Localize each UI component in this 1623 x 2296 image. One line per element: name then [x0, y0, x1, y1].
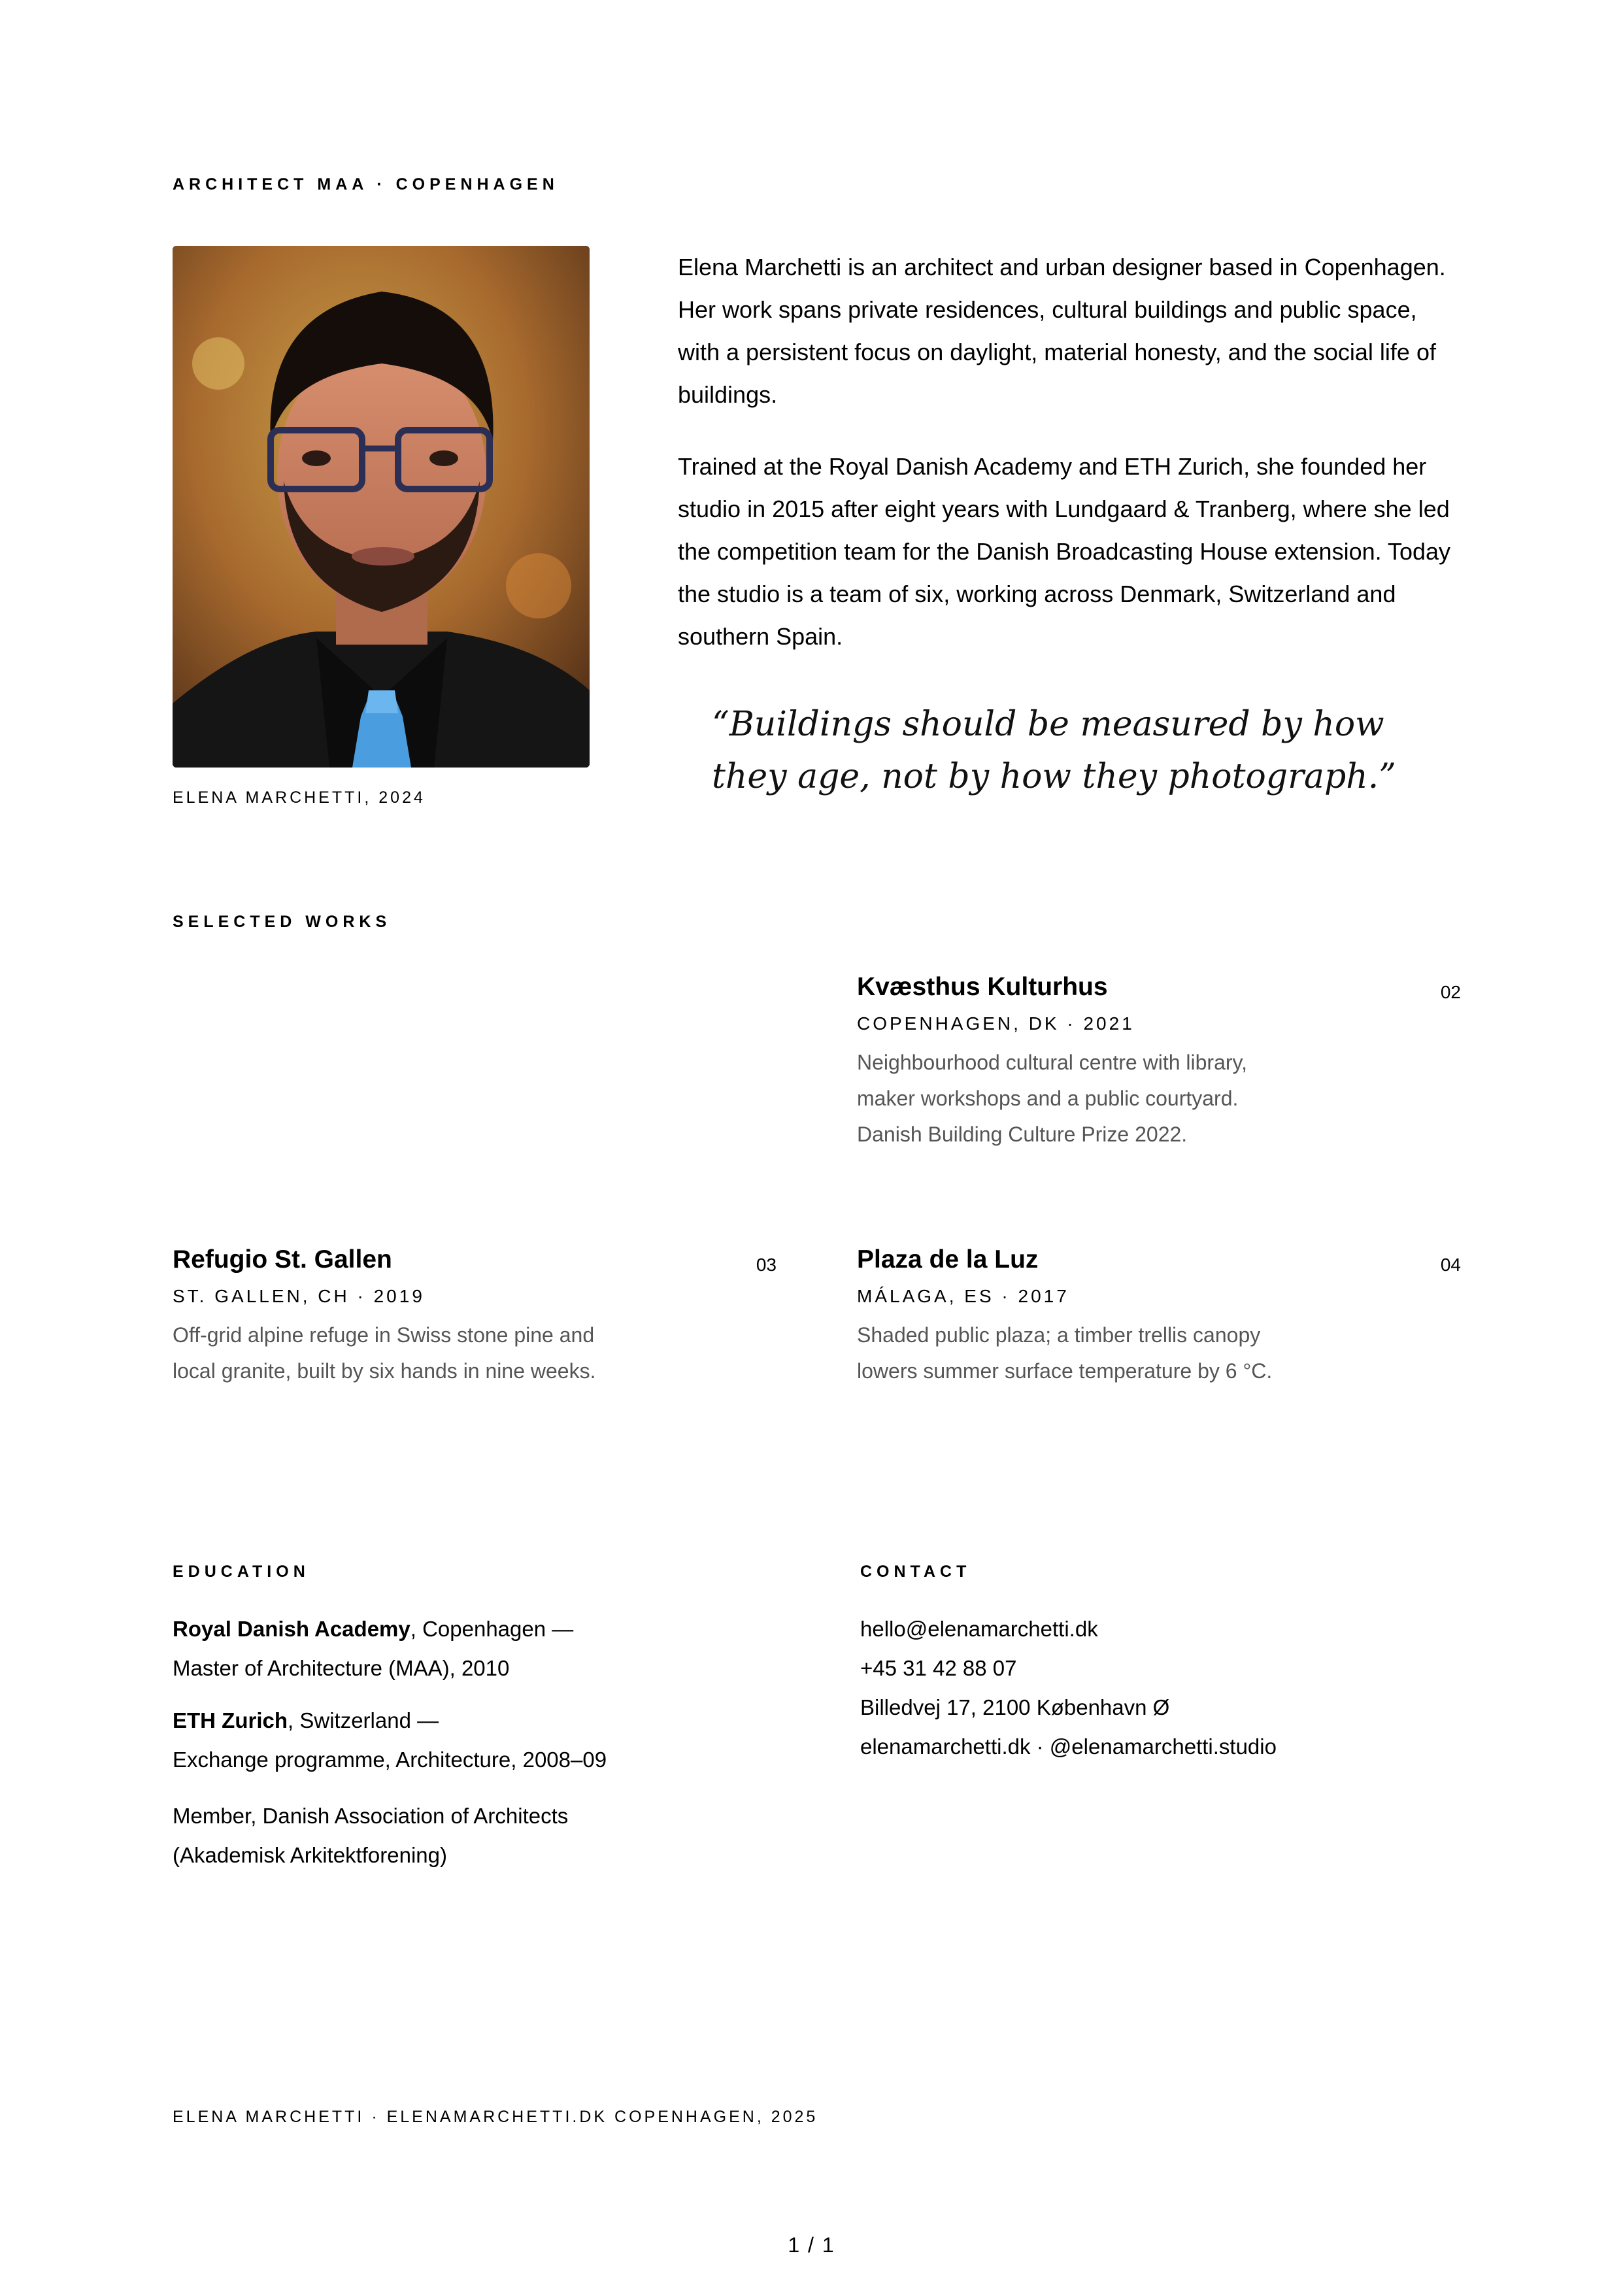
work-description: Shaded public plaza; a timber trellis canopy lowers summer surface temperature by 6 °C. [857, 1323, 1273, 1383]
membership-line-1: Member, Danish Association of Architects [173, 1804, 569, 1828]
education-entry [173, 1701, 761, 1780]
header-eyebrow: ARCHITECT MAA · COPENHAGEN [173, 175, 559, 194]
bio-paragraph-2 [678, 445, 1462, 658]
contact-phone[interactable]: +45 31 42 88 07 [860, 1656, 1017, 1680]
works-heading: SELECTED WORKS [173, 913, 392, 931]
contact-block [860, 1610, 1448, 1766]
school-name: ETH Zurich [173, 1708, 288, 1732]
footer-text: ELENA MARCHETTI · ELENAMARCHETTI.DK COPENHAGEN, 2025 [173, 2108, 818, 2126]
portrait-photo [173, 246, 590, 768]
work-number: 04 [1440, 1255, 1461, 1275]
contact-email[interactable]: hello@elenamarchetti.dk [860, 1617, 1098, 1641]
work-item [173, 1245, 777, 1389]
school-location: , Switzerland — [288, 1708, 439, 1732]
work-description: Off-grid alpine refuge in Swiss stone pine and local granite, built by six hands in nine weeks. [173, 1323, 596, 1383]
contact-heading: CONTACT [860, 1562, 971, 1581]
work-location-year: MÁLAGA, ES · 2017 [857, 1286, 1069, 1306]
school-location: , Copenhagen — [410, 1617, 574, 1641]
work-item [857, 1245, 1461, 1389]
bio-text-2: Trained at the Royal Danish Academy and ETH Zurich, she founded her studio in 2015 after eight years with Lundgaard & Tranberg, where she led the competition team for the Danish Broadcasting House extension. Today the studio is a team of six, working across Denmark, Switzerland and southern Spain. [678, 453, 1451, 650]
bio-text-1: Elena Marchetti is an architect and urban designer based in Copenhagen. Her work spans private residences, cultural buildings and public space, with a persistent focus on daylight, material honesty, and the social life of buildings. [678, 254, 1446, 408]
work-number: 03 [756, 1255, 777, 1275]
work-description: Neighbourhood cultural centre with library, maker workshops and a public courtyard. Danish Building Culture Prize 2022. [857, 1051, 1248, 1146]
membership-line-2: (Akademisk Arkitektforening) [173, 1843, 447, 1867]
page-number: 1 / 1 [788, 2233, 835, 2257]
education-heading: EDUCATION [173, 1562, 310, 1581]
contact-address: Billedvej 17, 2100 København Ø [860, 1695, 1170, 1719]
degree-line: Master of Architecture (MAA), 2010 [173, 1656, 510, 1680]
work-title: Kvæsthus Kulturhus [857, 973, 1108, 1001]
work-location-year: ST. GALLEN, CH · 2019 [173, 1286, 425, 1306]
pull-quote: “Buildings should be measured by how they age, not by how they photograph.” [712, 705, 1396, 796]
work-number: 02 [1440, 982, 1461, 1002]
work-title: Refugio St. Gallen [173, 1245, 392, 1274]
portrait-caption: ELENA MARCHETTI, 2024 [173, 788, 426, 807]
school-name: Royal Danish Academy [173, 1617, 410, 1641]
education-entry [173, 1610, 761, 1688]
bio-paragraph-1 [678, 246, 1462, 416]
work-title: Plaza de la Luz [857, 1245, 1039, 1274]
membership-entry [173, 1797, 761, 1875]
degree-line: Exchange programme, Architecture, 2008–09 [173, 1747, 607, 1772]
work-location-year: COPENHAGEN, DK · 2021 [857, 1013, 1135, 1034]
work-item [857, 973, 1461, 1153]
contact-web-social[interactable]: elenamarchetti.dk · @elenamarchetti.studio [860, 1734, 1277, 1759]
